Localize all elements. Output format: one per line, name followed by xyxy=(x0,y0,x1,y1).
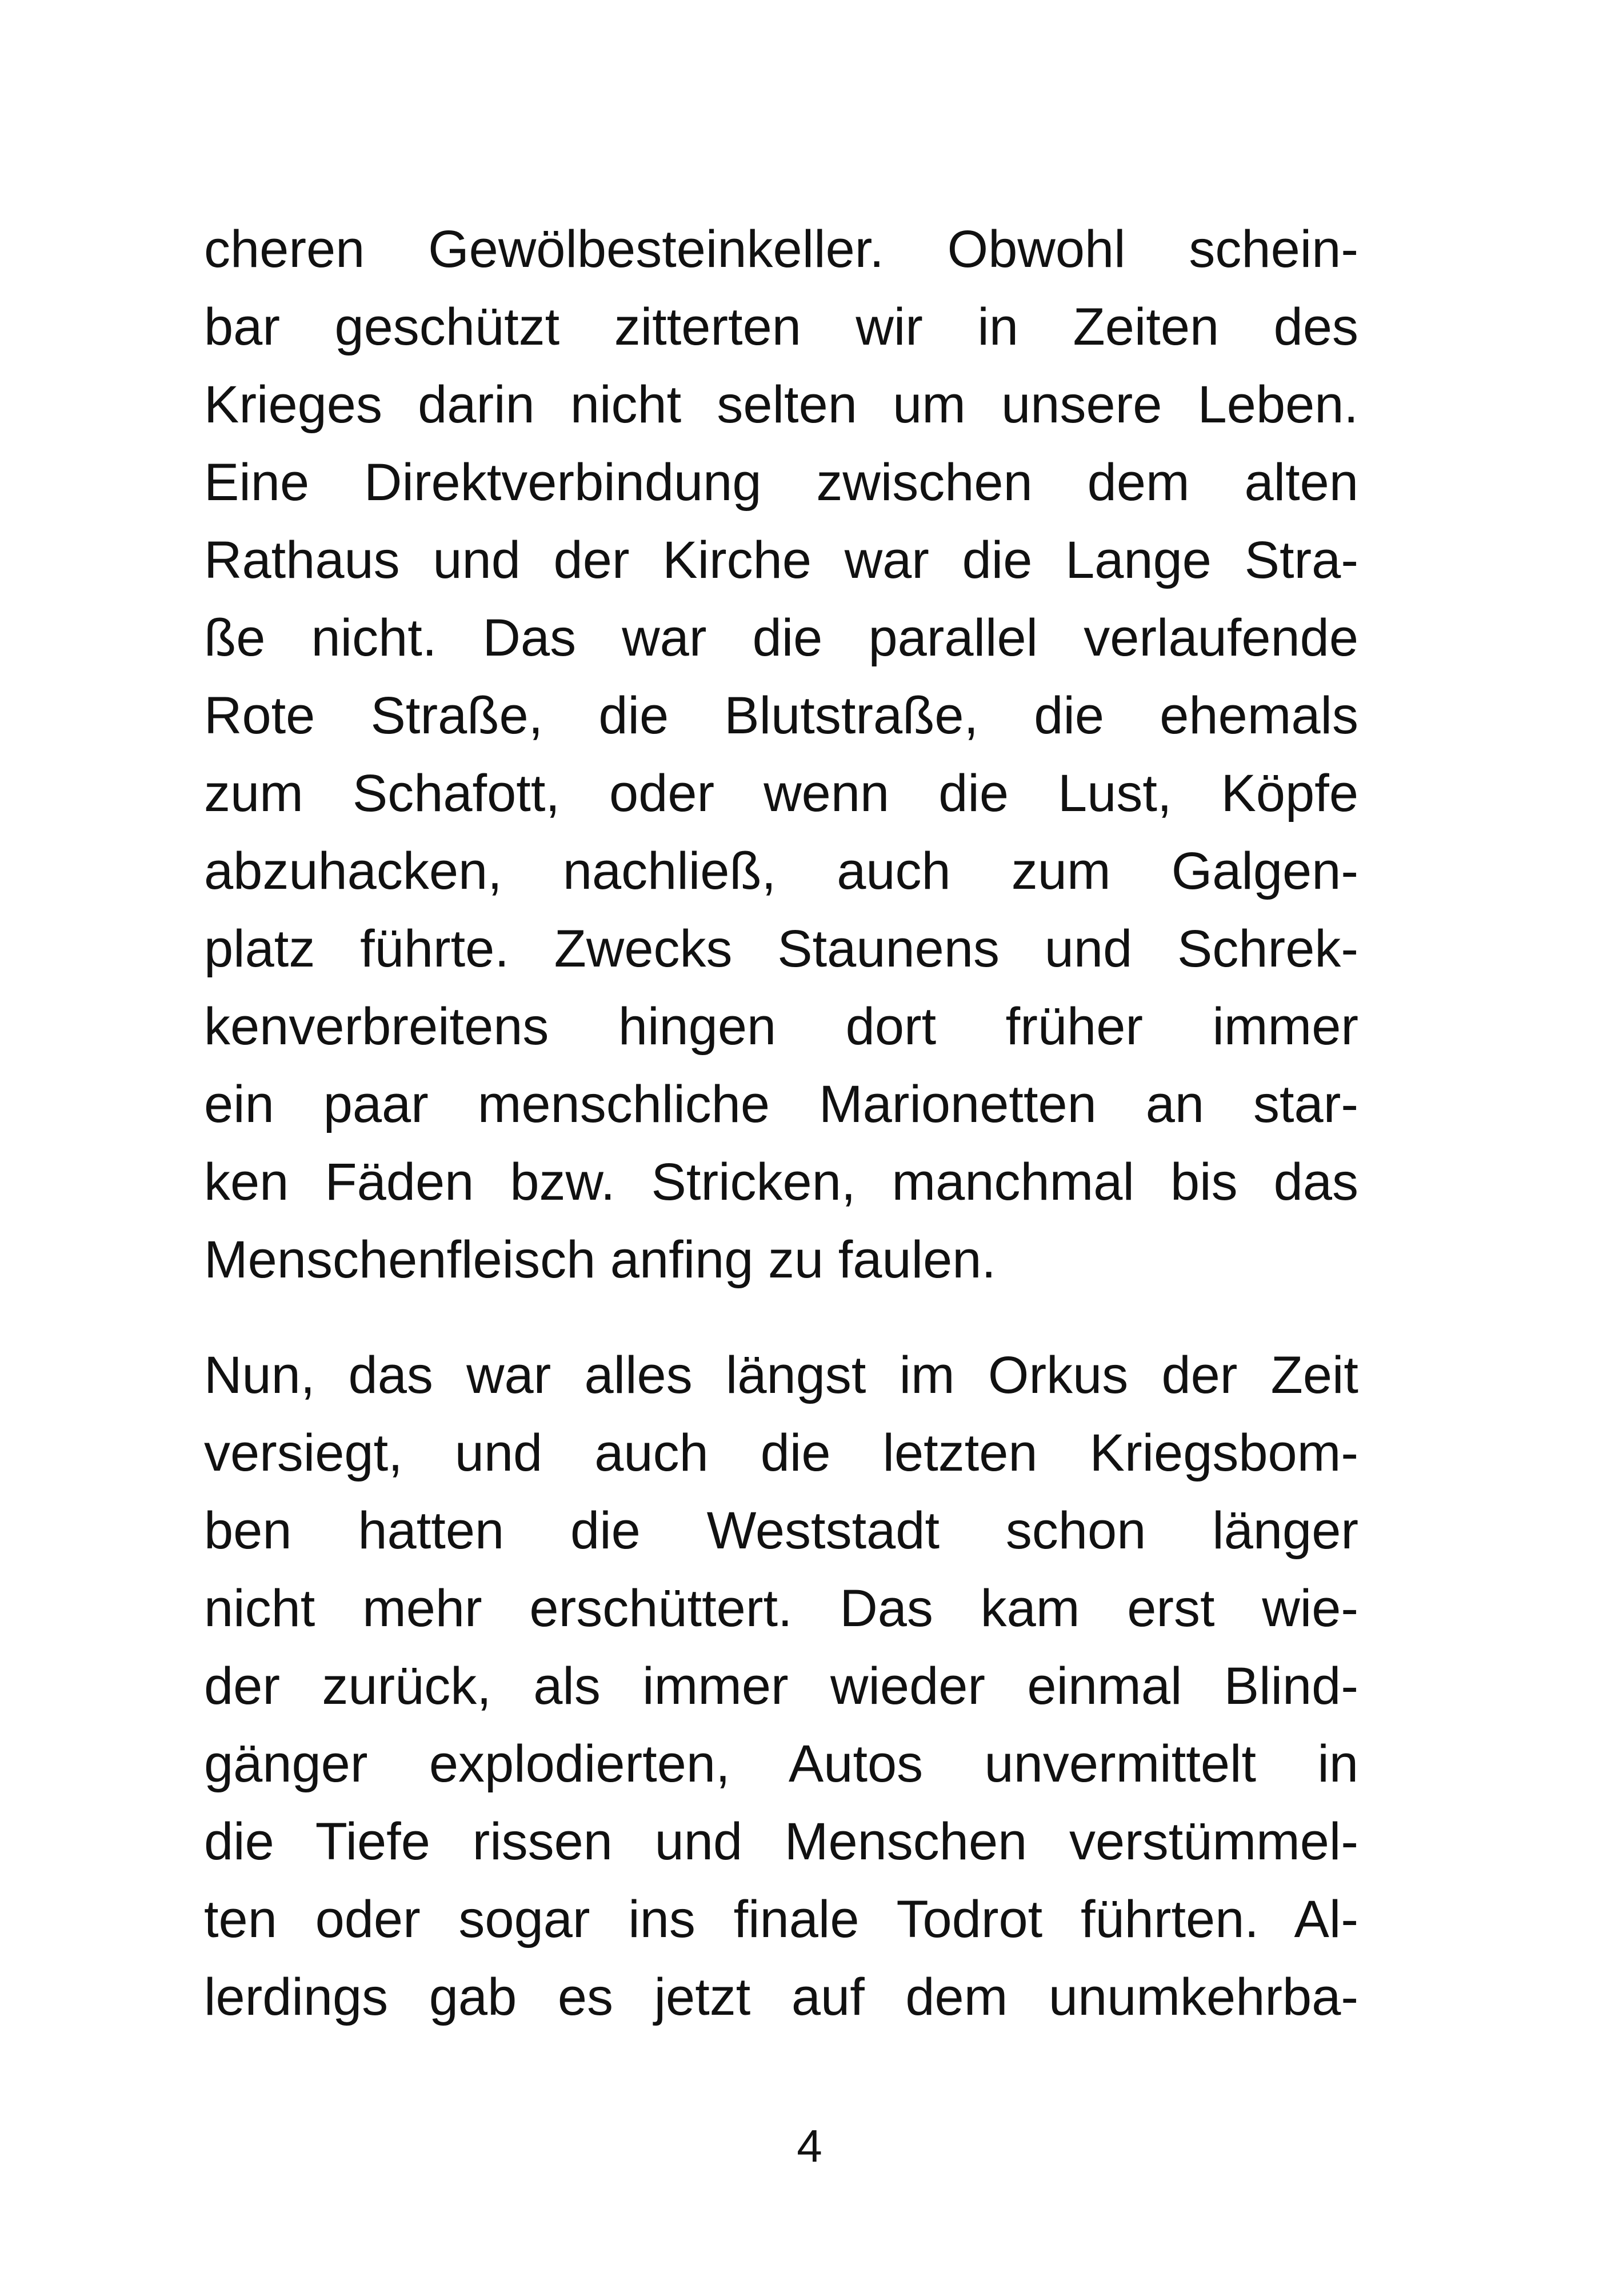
text-line: bar geschützt zitterten wir in Zeiten des xyxy=(204,298,1358,356)
text-line: Eine Direktverbindung zwischen dem alten xyxy=(204,453,1358,512)
text-line: Rathaus und der Kirche war die Lange Stra- xyxy=(204,531,1358,589)
text-line: ben hatten die Weststadt schon länger xyxy=(204,1502,1358,1560)
paragraph-2 xyxy=(204,1336,1358,2036)
text-line: platz führte. Zwecks Staunens und Schrek- xyxy=(204,920,1358,978)
text-line: gänger explodierten, Autos unvermittelt in xyxy=(204,1735,1358,1793)
text-line: Nun, das war alles längst im Orkus der Zeit xyxy=(204,1346,1358,1404)
text-line: versiegt, und auch die letzten Kriegsbom- xyxy=(204,1424,1358,1482)
text-line: der zurück, als immer wieder einmal Blind- xyxy=(204,1657,1358,1715)
text-line: Rote Straße, die Blutstraße, die ehemals xyxy=(204,686,1358,745)
text-line: ken Fäden bzw. Stricken, manchmal bis das xyxy=(204,1153,1358,1211)
text-line: kenverbreitens hingen dort früher immer xyxy=(204,997,1358,1056)
text-line: zum Schafott, oder wenn die Lust, Köpfe xyxy=(204,764,1358,822)
text-line: nicht mehr erschüttert. Das kam erst wie- xyxy=(204,1579,1358,1638)
page-number: 4 xyxy=(797,2121,822,2171)
text-line: ein paar menschliche Marionetten an star- xyxy=(204,1075,1358,1133)
paragraph-1 xyxy=(204,210,1358,1299)
text-line: lerdings gab es jetzt auf dem unumkehrba- xyxy=(204,1968,1358,2026)
text-line: die Tiefe rissen und Menschen verstümmel- xyxy=(204,1812,1358,1871)
text-line: cheren Gewölbesteinkeller. Obwohl schein- xyxy=(204,220,1358,278)
text-line: Krieges darin nicht selten um unsere Leben. xyxy=(204,376,1358,434)
text-line: ße nicht. Das war die parallel verlaufende xyxy=(204,609,1358,667)
text-line: Menschenfleisch anfing zu faulen. xyxy=(204,1231,996,1289)
text-line: ten oder sogar ins finale Todrot führten. Al- xyxy=(204,1890,1358,1948)
text-line: abzuhacken, nachließ, auch zum Galgen- xyxy=(204,842,1358,900)
